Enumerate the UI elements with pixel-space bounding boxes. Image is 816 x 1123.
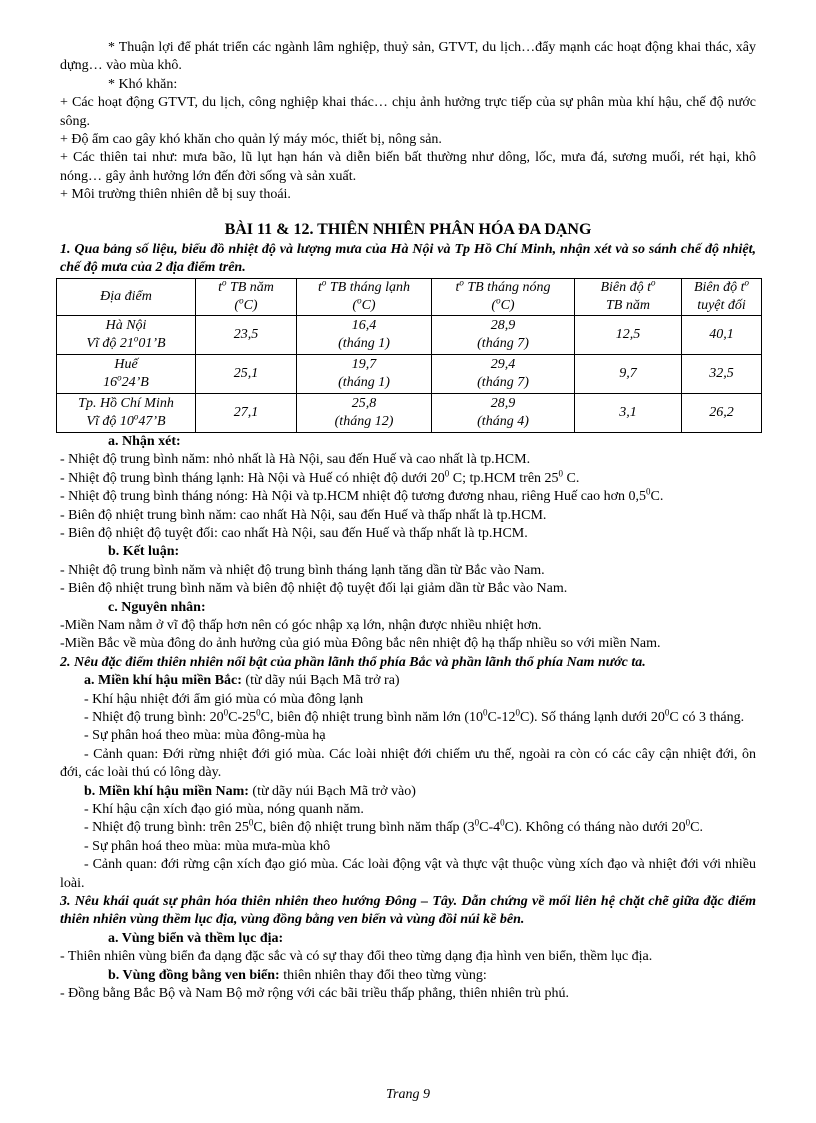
cell-range: 12,5 (575, 315, 682, 354)
col-header-hot: $t^o$ TB tháng nóng ($^o$C) (432, 278, 575, 315)
col-header-range: Biên độ $t^o$ TB năm (575, 278, 682, 315)
q2-a-item: - Sự phân hoá theo mùa: mùa đông-mùa hạ (84, 728, 326, 744)
q1-a-item: - Nhiệt độ trung bình tháng nóng: Hà Nội và tp.HCM nhiệt độ tương đương nhau, riêng Huế cao hơn $0,5^0C$. (60, 486, 664, 505)
q1-b-heading: b. Kết luận: (108, 544, 180, 560)
q2-b-item: - Sự phân hoá theo mùa: mùa mưa-mùa khô (84, 838, 331, 854)
q3-b-heading: b. Vùng đồng bằng ven biển: thiên nhiên thay đổi theo từng vùng: (108, 967, 487, 983)
cell-cold: 16,4 (tháng 1) (297, 315, 432, 354)
cell-avg: 25,1 (196, 354, 297, 393)
page-number: Trang 9 (386, 1087, 430, 1102)
q1-c-item: -Miền Nam nằm ở vĩ độ thấp hơn nên có góc nhập xạ lớn, nhận được nhiều nhiệt hơn. (60, 617, 542, 633)
difficulty-item: + Các hoạt động GTVT, du lịch, công nghiệp khai thác… chịu ảnh hưởng trực tiếp của sự phân mùa khí hậu, chế độ nước sông. (60, 95, 756, 129)
col-header-cold: $t^o$ TB tháng lạnh ($^o$C) (297, 278, 432, 315)
question-2: 2. Nêu đặc điểm thiên nhiên nổi bật của phần lãnh thổ phía Bắc và phần lãnh thổ phía Nam nước ta. (60, 654, 646, 670)
q1-a-heading: a. Nhận xét: (108, 433, 181, 449)
cell-place: Hà Nội Vĩ độ 21$^o$01’B (57, 315, 196, 354)
q1-a-item: - Nhiệt độ trung bình năm: nhỏ nhất là Hà Nội, sau đến Huế và cao nhất là tp.HCM. (60, 452, 531, 468)
q2-a-heading: a. Miền khí hậu miền Bắc: (từ dãy núi Bạch Mã trở ra) (84, 673, 400, 689)
col-header-place: Địa điểm (57, 278, 196, 315)
q1-b-item: - Nhiệt độ trung bình năm và nhiệt độ trung bình tháng lạnh tăng dần từ Bắc vào Nam. (60, 562, 545, 578)
cell-abs: 40,1 (682, 315, 762, 354)
cell-hot: 28,9 (tháng 4) (432, 393, 575, 432)
lesson-title: BÀI 11 & 12. THIÊN NHIÊN PHÂN HÓA ĐA DẠNG (224, 220, 592, 238)
question-1: 1. Qua bảng số liệu, biểu đồ nhiệt độ và lượng mưa của Hà Nội và Tp Hồ Chí Minh, nhận xét và so sánh chế độ nhiệt, chế độ mưa của 2 địa điểm trên. (60, 242, 756, 276)
table-row (57, 393, 762, 432)
cell-place: Huế 16$^o$24’B (57, 354, 196, 393)
difficulty-item: + Môi trường thiên nhiên dễ bị suy thoái. (60, 187, 291, 203)
cell-range: 9,7 (575, 354, 682, 393)
q1-a-item: - Nhiệt độ trung bình tháng lạnh: Hà Nội và Huế có nhiệt độ dưới $20^0$ C; tp.HCM trên $25^0$ C. (60, 468, 580, 486)
advantage-paragraph: * Thuận lợi để phát triển các ngành lâm nghiệp, thuỷ sản, GTVT, du lịch…đẩy mạnh các hoạt động khai thác, xây dựng… vào mùa khô. (60, 40, 756, 74)
col-header-abs: Biên độ $t^o$ tuyệt đối (682, 278, 762, 315)
cell-avg: 23,5 (196, 315, 297, 354)
cell-abs: 32,5 (682, 354, 762, 393)
col-header-avg: $t^o$ TB năm ($^o$C) (196, 278, 297, 315)
temperature-table (56, 278, 762, 433)
q1-a-item: - Biên độ nhiệt độ tuyệt đối: cao nhất Hà Nội, sau đến Huế và thấp nhất là tp.HCM. (60, 525, 528, 541)
q1-c-heading: c. Nguyên nhân: (108, 599, 206, 615)
q3-a-item: - Thiên nhiên vùng biển đa dạng đặc sắc và có sự thay đổi theo từng dạng địa hình ven biển, thềm lục địa. (60, 949, 653, 965)
table-header-row (57, 278, 762, 315)
cell-hot: 29,4 (tháng 7) (432, 354, 575, 393)
q2-b-item: - Khí hậu cận xích đạo gió mùa, nóng quanh năm. (84, 802, 364, 817)
cell-avg: 27,1 (196, 393, 297, 432)
q3-a-heading: a. Vùng biển và thềm lục địa: (108, 930, 284, 946)
cell-hot: 28,9 (tháng 7) (432, 315, 575, 354)
q2-b-item: - Cảnh quan: đới rừng cận xích đạo gió mùa. Các loài động vật và thực vật thuộc vùng xích đạo và nhiệt đới với nhiều loài. (60, 857, 756, 891)
cell-abs: 26,2 (682, 393, 762, 432)
q2-a-item: - Cảnh quan: Đới rừng nhiệt đới gió mùa. Các loài nhiệt đới chiếm ưu thế, ngoài ra còn có các cây cận nhiệt đới, ôn đới, các loài thú có lông dày. (60, 746, 756, 781)
q2-b-item: - Nhiệt độ trung bình: trên $25^0C$, biên độ nhiệt trung bình năm thấp $(3^0C-4^0C)$. Không có tháng nào dưới $20^0C$. (84, 817, 703, 836)
q1-c-item: -Miền Bắc về mùa đông do ảnh hưởng của gió mùa Đông bắc nên nhiệt độ hạ thấp nhiều so với miền Nam. (60, 636, 661, 652)
question-3: 3. Nêu khái quát sự phân hóa thiên nhiên theo hướng Đông – Tây. Dẫn chứng về mối liên hệ chặt chẽ giữa đặc điểm thiên nhiên vùng thềm lục địa, vùng đồng bằng ven biển và vùng đồi núi kề bên. (60, 894, 756, 928)
q2-a-item: - Nhiệt độ trung bình: $20^0C-25^0C$, biên độ nhiệt trung bình năm lớn $(10^0C-12^0C)$. Số tháng lạnh dưới $20^0C$ có 3 tháng. (84, 707, 745, 725)
cell-cold: 19,7 (tháng 1) (297, 354, 432, 393)
difficulty-item: + Độ ẩm cao gây khó khăn cho quản lý máy móc, thiết bị, nông sản. (60, 132, 442, 148)
q1-b-item: - Biên độ nhiệt trung bình năm và biên độ nhiệt độ tuyệt đối lại giảm dần từ Bắc vào Nam. (60, 581, 568, 597)
document-page (60, 39, 756, 1003)
table-row (57, 315, 762, 354)
q2-a-item: - Khí hậu nhiệt đới ẩm gió mùa có mùa đông lạnh (84, 691, 364, 707)
cell-cold: 25,8 (tháng 12) (297, 393, 432, 432)
cell-place: Tp. Hồ Chí Minh Vĩ độ 10$^o$47’B (57, 393, 196, 432)
q1-a-item: - Biên độ nhiệt trung bình năm: cao nhất Hà Nội, sau đến Huế và thấp nhất là tp.HCM. (60, 507, 547, 523)
q2-b-heading: b. Miền khí hậu miền Nam: (từ dãy núi Bạch Mã trở vào) (84, 783, 416, 799)
difficulty-item: + Các thiên tai như: mưa bão, lũ lụt hạn hán và diễn biến bất thường như dông, lốc, mưa đá, sương muối, rét hại, khô nóng… gây ảnh hưởng lớn đến đời sống và sản xuất. (60, 150, 756, 184)
difficulty-heading: * Khó khăn: (108, 76, 178, 92)
table-row (57, 354, 762, 393)
q3-b-item: - Đồng bằng Bắc Bộ và Nam Bộ mở rộng với các bãi triều thấp phẳng, thiên nhiên trù phú. (60, 986, 569, 1002)
cell-range: 3,1 (575, 393, 682, 432)
